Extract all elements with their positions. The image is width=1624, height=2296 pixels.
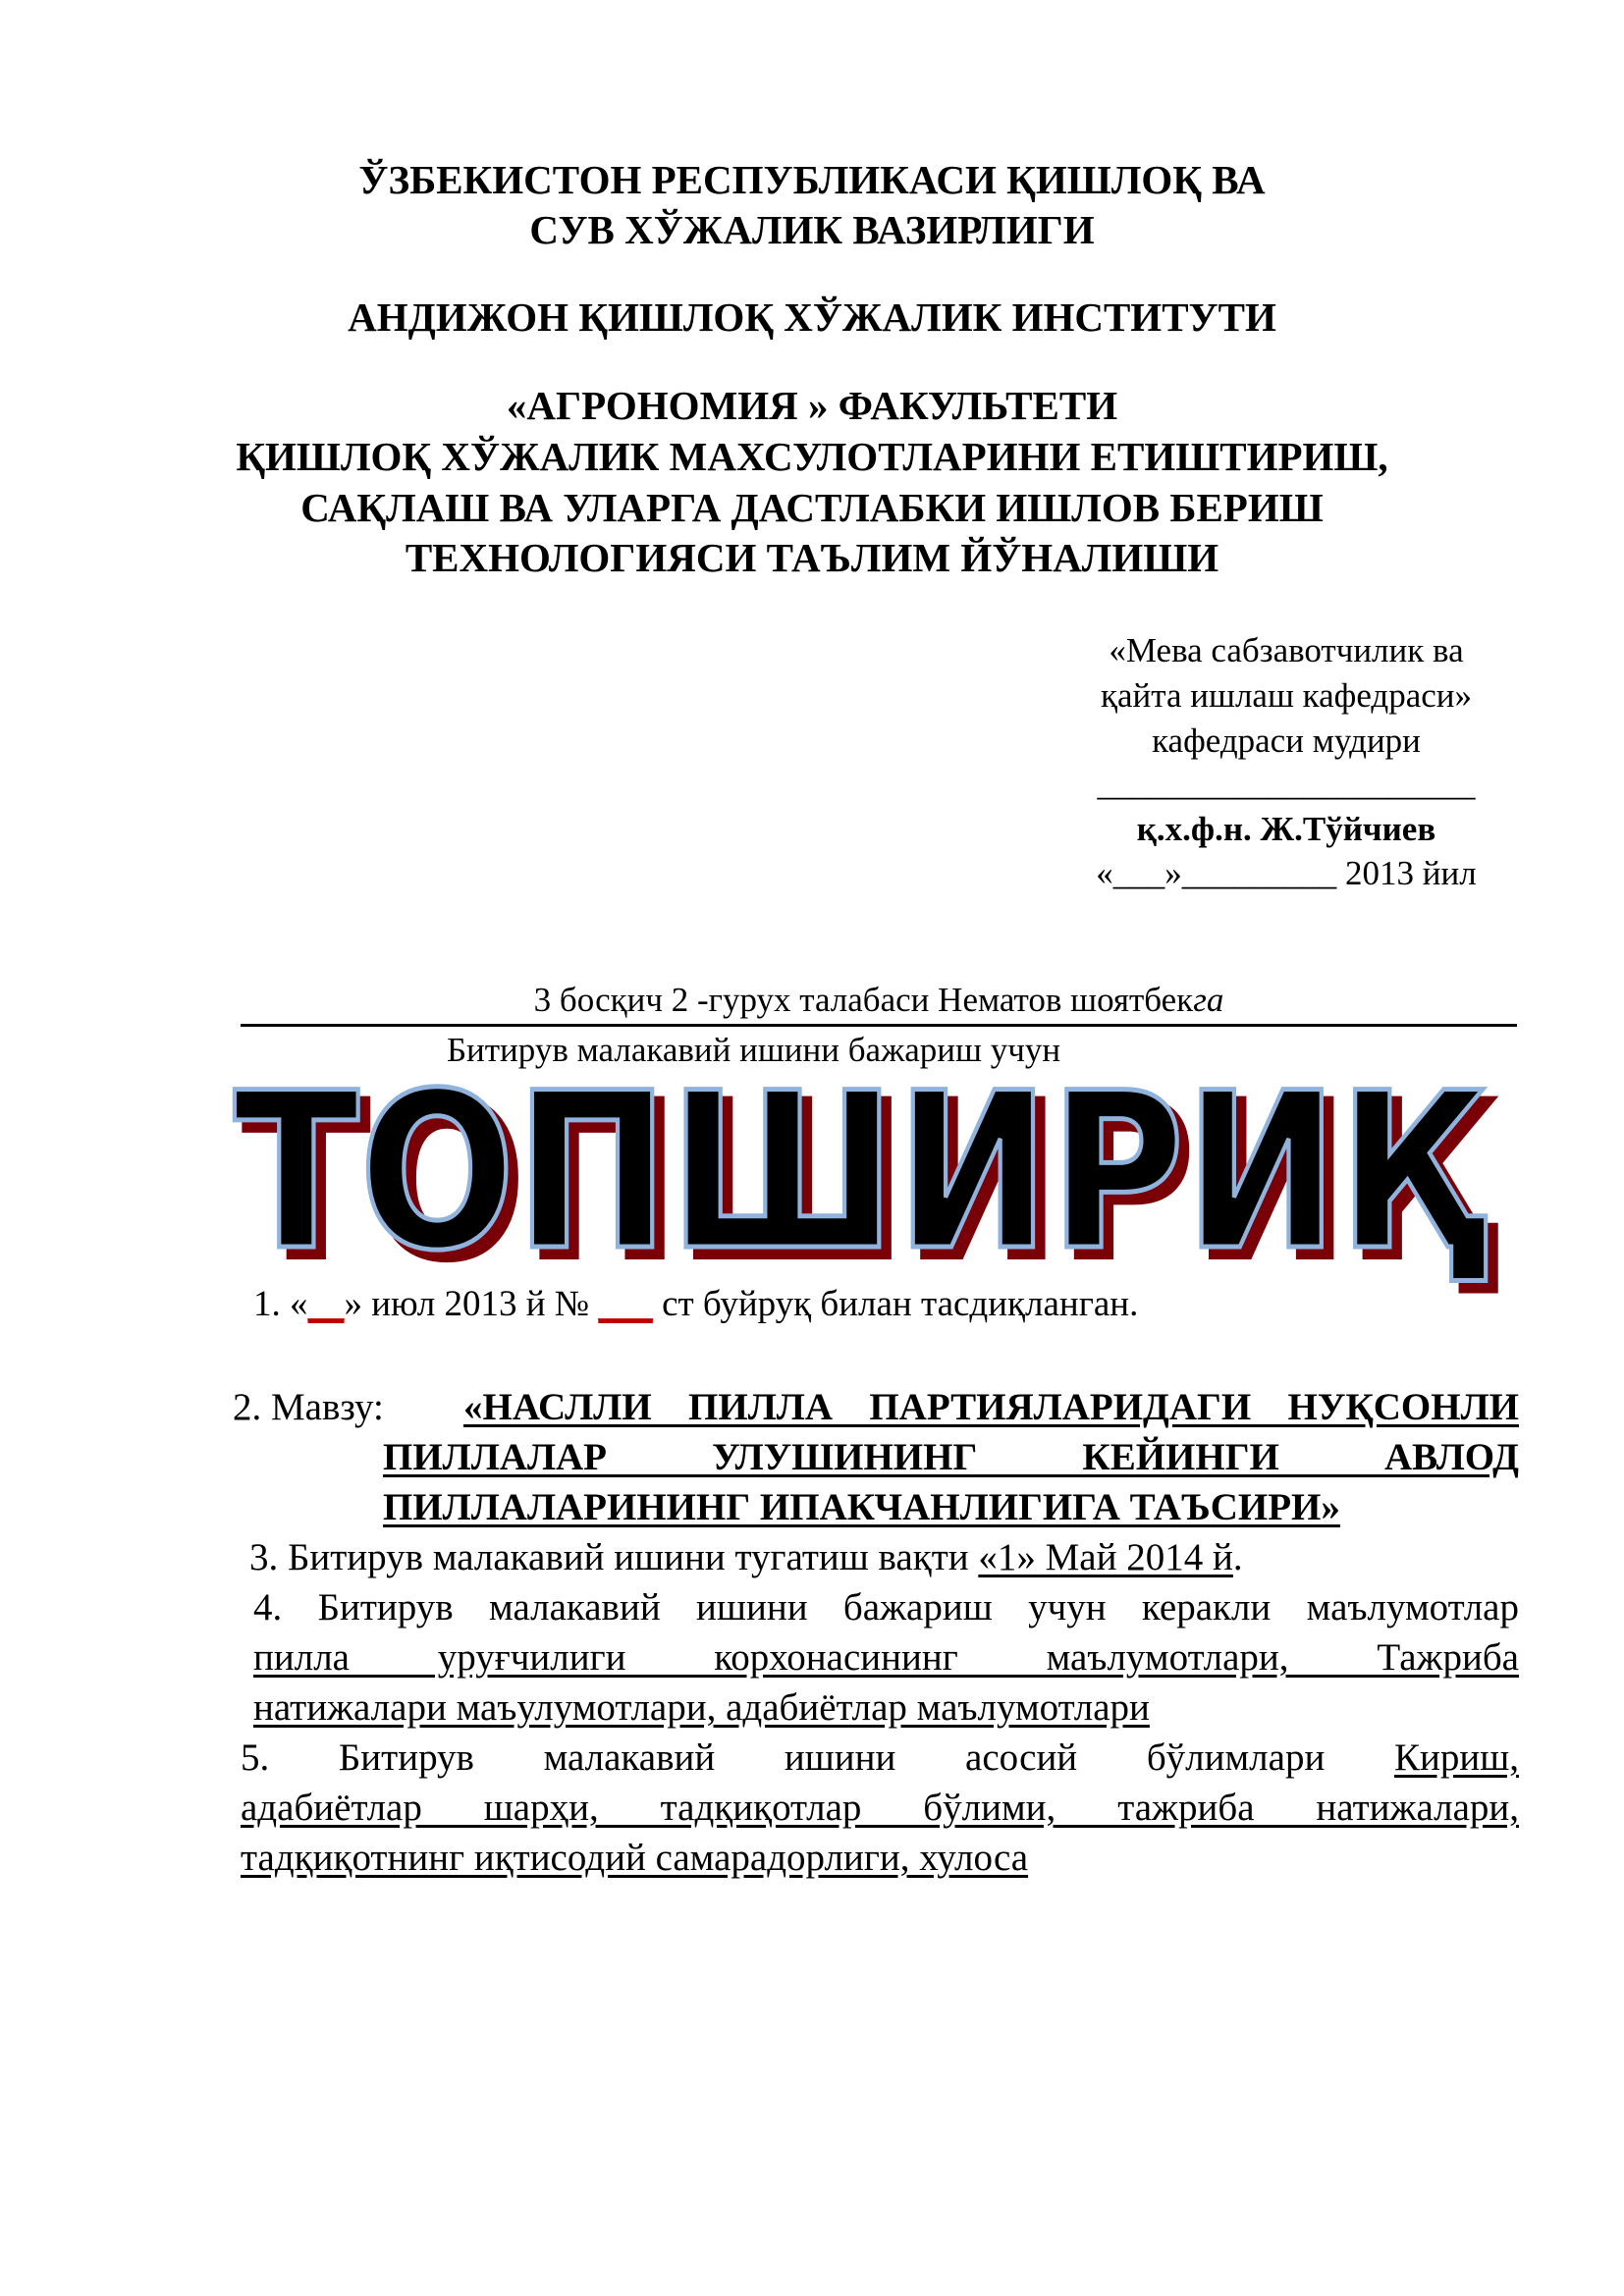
item3-text: 3. Битирув малакавий ишини тугатиш вақти bbox=[249, 1536, 979, 1578]
item-4-line-3 bbox=[253, 1682, 1150, 1733]
divider-rule bbox=[241, 1024, 1517, 1027]
topic-line-1 bbox=[463, 1382, 1519, 1432]
direction-line-1: ҚИШЛОҚ ХЎЖАЛИК МАХСУЛОТЛАРИНИ ЕТИШТИРИШ, bbox=[236, 434, 1388, 479]
item-5-line-1 bbox=[241, 1733, 1519, 1783]
item3-date: «1» Май 2014 й bbox=[978, 1536, 1233, 1578]
student-suffix: га bbox=[1193, 981, 1224, 1019]
topic-text-2: ПИЛЛАЛАР УЛУШИНИНГ КЕЙИНГИ АВЛОД bbox=[383, 1436, 1519, 1478]
approval-line-1: «Мева сабзавотчилик ва bbox=[1109, 631, 1464, 669]
item5-u1: Кириш, bbox=[1393, 1736, 1519, 1779]
head-name: қ.х.ф.н. Ж.Тўйчиев bbox=[1136, 810, 1436, 848]
ministry-line-2: СУВ ХЎЖАЛИК ВАЗИРЛИГИ bbox=[529, 207, 1095, 252]
item1-prefix: 1. « bbox=[253, 1284, 308, 1324]
approval-line-3: кафедраси мудири bbox=[1152, 721, 1421, 760]
item4-text-2: пилла уруғчилиги корхонасининг маълумотлари, Тажриба bbox=[253, 1636, 1519, 1679]
topic-text-1: «НАСЛЛИ ПИЛЛА ПАРТИЯЛАРИДАГИ НУҚСОНЛИ bbox=[463, 1386, 1519, 1428]
date-year: 2013 йил bbox=[1336, 854, 1477, 892]
title-text: ТОПШИРИҚ bbox=[234, 1060, 1487, 1296]
item3-end: . bbox=[1232, 1536, 1243, 1578]
faculty-name: «АГРОНОМИЯ » ФАКУЛЬТЕТИ bbox=[506, 383, 1118, 428]
item4-text-3: натижалари маъулумотлари, адабиётлар маълумотлари bbox=[253, 1686, 1150, 1729]
item1-suffix: ст буйруқ билан тасдиқланган. bbox=[652, 1284, 1139, 1324]
institute-name: АНДИЖОН ҚИШЛОҚ ХЎЖАЛИК ИНСТИТУТИ bbox=[348, 294, 1276, 340]
item-2-label: 2. Мавзу: bbox=[233, 1386, 384, 1428]
item-1 bbox=[253, 1279, 1138, 1329]
item-4-line-2 bbox=[253, 1632, 1519, 1682]
ministry-line-1: ЎЗБЕКИСТОН РЕСПУБЛИКАСИ ҚИШЛОҚ ВА bbox=[358, 157, 1266, 202]
purpose-line: Битирув малакавий ишини бажариш учун bbox=[446, 1031, 1061, 1069]
date-quote-open: « bbox=[1096, 854, 1113, 892]
date-quote-close: » bbox=[1164, 854, 1182, 892]
title-wordart bbox=[226, 1060, 1532, 1296]
direction-line-3: ТЕХНОЛОГИЯСИ ТАЪЛИМ ЙЎНАЛИШИ bbox=[405, 535, 1219, 580]
topic-line-2 bbox=[383, 1432, 1519, 1482]
item-4-line-1: 4. Битирув малакавий ишини бажариш учун керакли маълумотлар bbox=[253, 1586, 1519, 1629]
item5-text-3: тадқиқотнинг иқтисодий самарадорлиги, хулоса bbox=[241, 1837, 1029, 1879]
item-5-line-3 bbox=[241, 1833, 1028, 1883]
student-text: 3 босқич 2 -гурух талабаси Нематов шоятбек bbox=[533, 981, 1194, 1019]
approval-date bbox=[1041, 851, 1532, 896]
date-month-blank: _________ bbox=[1181, 854, 1337, 892]
direction-line-2: САҚЛАШ ВА УЛАРГА ДАСТЛАБКИ ИШЛОВ БЕРИШ bbox=[300, 485, 1324, 530]
item-3 bbox=[249, 1532, 1243, 1582]
item-5-line-2 bbox=[241, 1783, 1519, 1833]
item1-number-blank: ___ bbox=[598, 1284, 653, 1324]
topic-line-3 bbox=[383, 1482, 1340, 1532]
item1-day-blank: __ bbox=[307, 1284, 345, 1324]
item5-text-2: адабиётлар шарҳи, тадқиқотлар бўлими, тажриба натижалари, bbox=[241, 1787, 1519, 1829]
signature-line: ______________________ bbox=[1097, 765, 1476, 803]
title-shadow-text: ТОПШИРИҚ bbox=[244, 1060, 1496, 1296]
topic-text-3: ПИЛЛАЛАРИНИНГ ИПАКЧАНЛИГИГА ТАЪСИРИ» bbox=[383, 1486, 1340, 1528]
date-day-blank: ___ bbox=[1112, 854, 1165, 892]
item5-text: 5. Битирув малакавий ишини асосий бўлимлари bbox=[241, 1736, 1394, 1779]
student-line bbox=[241, 979, 1517, 1022]
item1-mid: » июл 2013 й № bbox=[344, 1284, 599, 1324]
approval-line-2: қайта ишлаш кафедраси» bbox=[1100, 676, 1473, 715]
